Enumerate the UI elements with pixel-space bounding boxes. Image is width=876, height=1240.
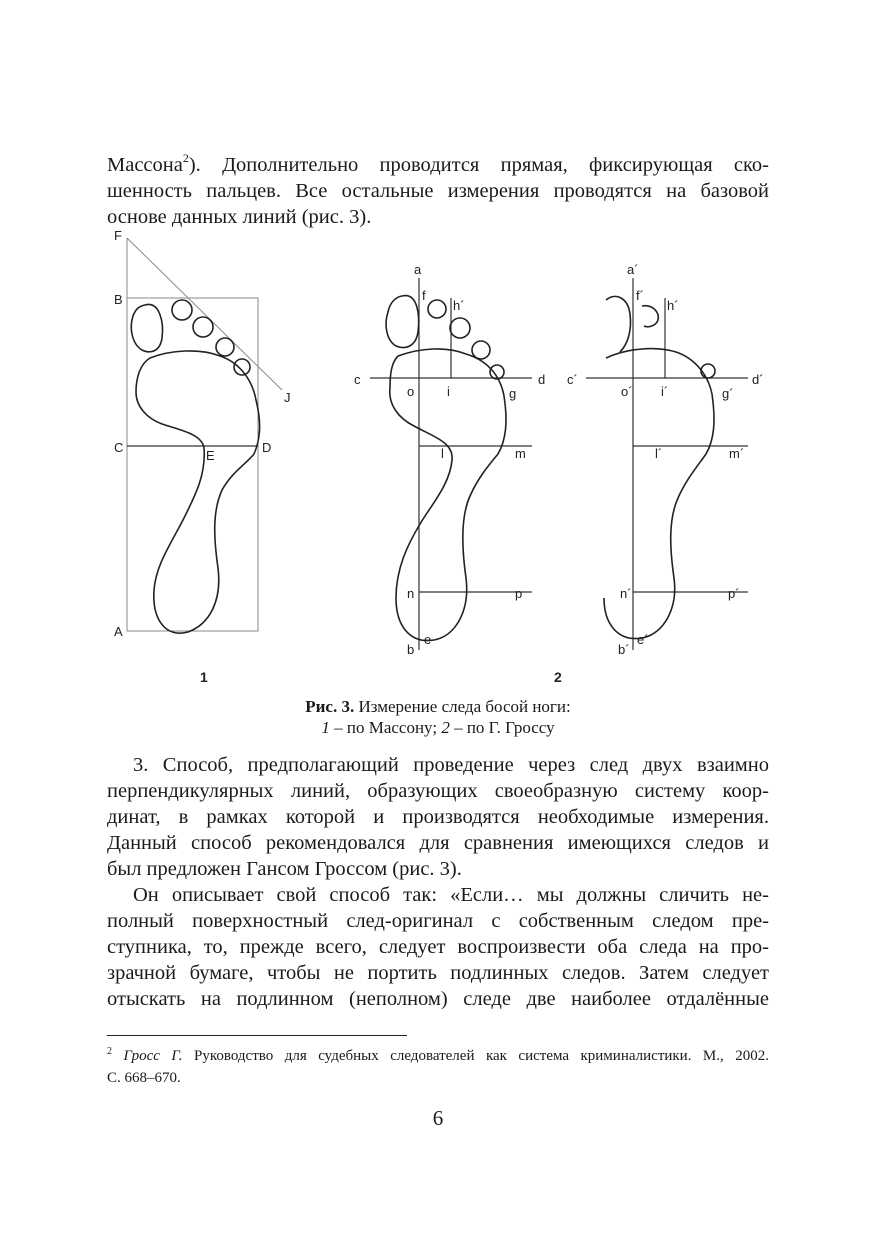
figure-number-1: 1 [200,669,208,685]
figure-2-gross-full [354,262,545,657]
toe-4 [216,338,234,356]
sole-fragment-side [604,394,714,639]
sole-outline [136,351,260,633]
label-a: a [414,262,422,277]
toe-3 [450,318,470,338]
label-b: b [407,642,415,657]
figure-1-masson [114,228,291,685]
label-n: n [407,586,415,601]
text-line: был предложен Гансом Гроссом (рис. 3). [107,858,462,880]
footnote-line-1 [107,1046,769,1067]
label-d: d [538,372,546,387]
figure-2-gross-partial [554,262,764,685]
caption-item-2: 2 [441,718,450,737]
footnote-line-2: С. 668–670. [107,1070,181,1086]
caption-text-2: – по Г. Гроссу [449,718,555,737]
label-g-prime: g´ [722,386,734,401]
caption-label: Рис. 3. [305,697,355,716]
toe-4 [472,341,490,359]
toe-2 [428,300,446,318]
text-fragment: Массона [107,154,183,176]
label-h: h´ [453,298,465,313]
label-p: p [515,586,523,601]
label-g: g [509,386,517,401]
label-m: m [515,446,526,461]
label-A: A [114,624,123,639]
label-F: F [114,228,122,243]
label-a-prime: a´ [627,262,639,277]
text-line: перпендикулярных линий, образующих своеобразную систему коор- [107,780,769,802]
figure-caption-line-1 [0,696,876,717]
big-toe [131,305,162,352]
label-e-prime: e´ [637,632,649,647]
label-f: f [422,288,426,303]
footprint-figure [0,228,876,688]
toe-2 [172,300,192,320]
label-l-prime: l´ [655,446,663,461]
text-line: ступника, то, прежде всего, следует воспроизвести оба следа на про- [107,936,769,958]
label-c: c [354,372,361,387]
text-line: динат, в рамках которой и производятся необходимые измерения. [107,806,769,828]
toe-2-fragment [642,306,658,327]
label-h-prime: h´ [667,298,679,313]
footnote-author: Гросс Г. [123,1048,183,1064]
text-line: 3. Способ, предполагающий проведение через след двух взаимно [133,754,769,776]
label-E: E [206,448,215,463]
caption-title: Измерение следа босой ноги: [354,697,571,716]
label-B: B [114,292,123,307]
text-line: отыскать на подлинном (неполном) следе две наиболее отдалённые [107,988,769,1010]
label-f-prime: f´ [636,288,644,303]
bounding-rect [127,298,258,631]
figure-caption-line-2 [0,717,876,738]
text-line: шенность пальцев. Все остальные измерения проводятся на базовой [107,180,769,202]
label-n-prime: n´ [620,586,632,601]
text-line [107,152,769,178]
footnote-divider [107,1035,407,1036]
label-c-prime: c´ [567,372,578,387]
label-e: e [424,632,432,647]
footnote-ref[interactable]: 2 [182,151,189,165]
label-p-prime: p´ [728,586,740,601]
text-line: зрачной бумаге, чтобы не портить подлинных следов. Затем следует [107,962,769,984]
label-m-prime: m´ [729,446,745,461]
figure-number-2: 2 [554,669,562,685]
text-line: Данный способ рекомендовался для сравнения имеющихся следов и [107,832,769,854]
label-J: J [284,390,291,405]
caption-text-1: – по Массону; [329,718,442,737]
toe-5 [234,359,250,375]
toe-3 [193,317,213,337]
footnote-mark: 2 [107,1046,112,1057]
label-b-prime: b´ [618,642,630,657]
label-l: l [441,446,444,461]
toe-5 [701,364,715,378]
label-D: D [262,440,272,455]
text-fragment: ). Дополнительно проводится прямая, фиксирующая ско- [188,154,769,176]
label-C: C [114,440,124,455]
text-line: основе данных линий (рис. 3). [107,206,372,228]
big-toe [386,296,419,348]
label-i: i [447,384,450,399]
footnote-text: Руководство для судебных следователей как система криминалистики. М., 2002. [182,1048,769,1064]
label-i-prime: i´ [661,384,669,399]
line-FJ [127,238,282,390]
label-d-prime: d´ [752,372,764,387]
label-o-prime: o´ [621,384,633,399]
caption-item-1: 1 [321,718,330,737]
text-line: полный поверхностный след-оригинал с собственным следом пре- [107,910,769,932]
big-toe-fragment [606,296,631,352]
page-number: 6 [432,1106,444,1130]
text-line: Он описывает свой способ так: «Если… мы должны сличить не- [133,884,769,906]
label-o: o [407,384,415,399]
